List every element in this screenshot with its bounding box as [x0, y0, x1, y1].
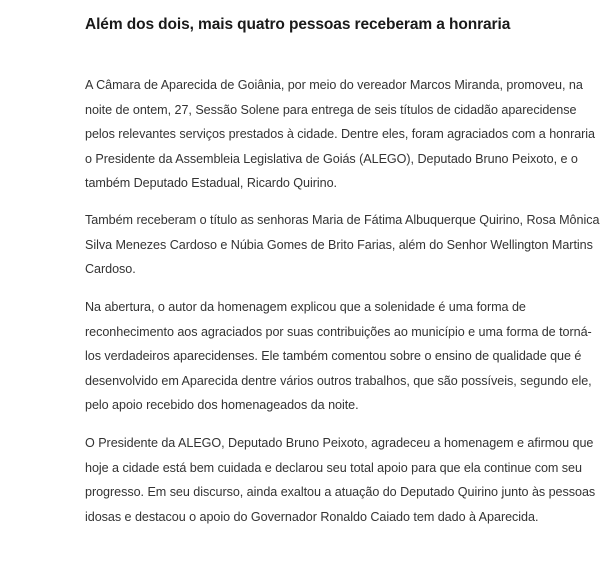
article-headline: Além dos dois, mais quatro pessoas receberam a honraria [85, 16, 511, 33]
article-paragraph: O Presidente da ALEGO, Deputado Bruno Peixoto, agradeceu a homenagem e afirmou que hoje a cidade está bem cuidada e declarou seu total apoio para que ela continue com seu progresso. Em seu discurso, ainda exaltou a atuação do Deputado Quirino junto às pessoas idosas e destacou o apoio do Governador Ronaldo Caiado tem dado à Aparecida. [85, 436, 596, 524]
article-paragraph: Na abertura, o autor da homenagem explicou que a solenidade é uma forma de reconhecimento aos agraciados por suas contribuições ao município e uma forma de torná-los verdadeiros aparecidenses. Ele também comentou sobre o ensino de qualidade que é desenvolvido em Aparecida dentre vários outros trabalhos, que são possíveis, segundo ele, pelo apoio recebido dos homenageados da noite. [85, 300, 592, 412]
article-paragraph: A Câmara de Aparecida de Goiânia, por meio do vereador Marcos Miranda, promoveu, na noite de ontem, 27, Sessão Solene para entrega de seis títulos de cidadão aparecidense pelos relevantes serviços prestados à cidade. Dentre eles, foram agraciados com a honraria o Presidente da Assembleia Legislativa de Goiás (ALEGO), Deputado Bruno Peixoto, e o também Deputado Estadual, Ricardo Quirino. [85, 78, 596, 190]
article-paragraph: Também receberam o título as senhoras Maria de Fátima Albuquerque Quirino, Rosa Mônica Silva Menezes Cardoso e Núbia Gomes de Brito Farias, além do Senhor Wellington Martins Cardoso. [85, 213, 600, 276]
